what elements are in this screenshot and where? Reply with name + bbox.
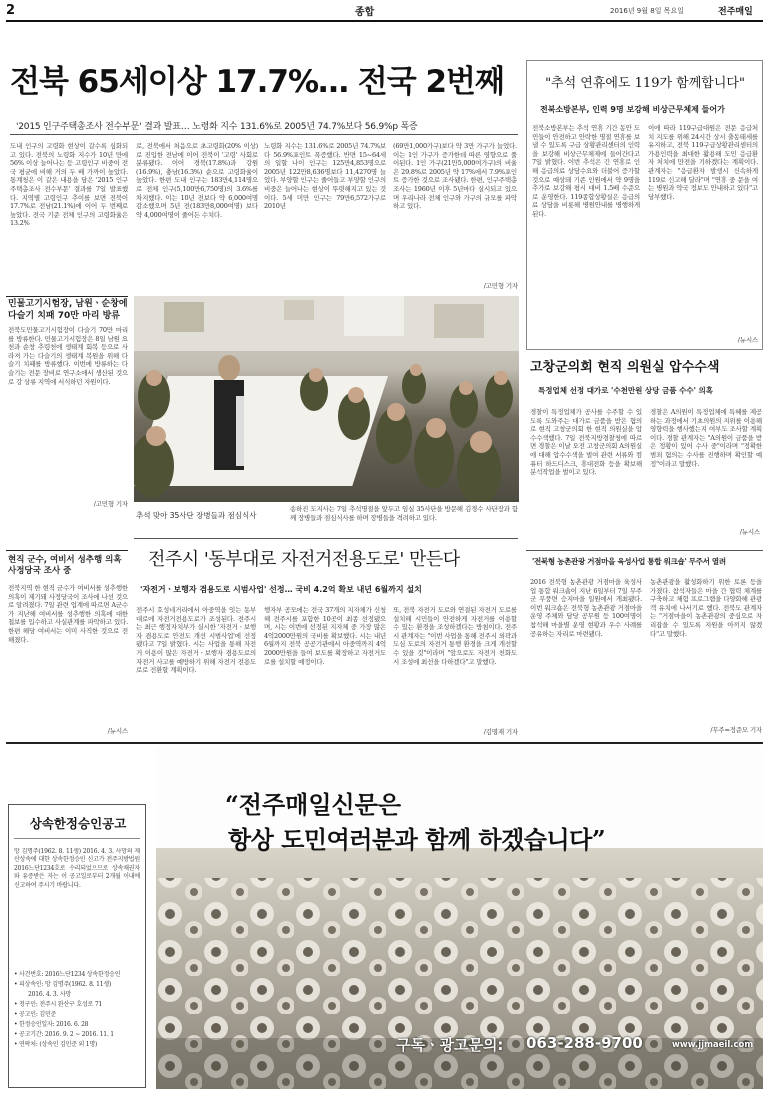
page-number: 2 — [6, 3, 16, 18]
header-rule — [6, 20, 763, 22]
ad-contact-label: 구독ㆍ광고문의: — [396, 1036, 504, 1054]
notice-title-rule — [14, 838, 140, 839]
notice-item: • 공고기간: 2016. 9. 2 ~ 2016. 11. 1 — [14, 1031, 114, 1038]
bike-col3: 또, 전북 자전거 도로와 연결된 자전거 도로를 설치해 시민들이 안전하게 자전거를 이용할 수 있는 환경을 조성하겠다는 방침이다. 전주시 관계자는 "이번 사업을 통해 전주시 외곽과 도심 도로의 자전거 통행 환경을 크게 개선할 수 있을 것"이라며 "앞으로도 자전거 친화도시 조성에 최선을 다하겠다"고 말했다. — [393, 606, 517, 666]
section-divider — [6, 742, 763, 744]
box-119-sub: 전북소방본부, 인력 9명 보강해 비상근무체제 들어가 — [540, 105, 725, 114]
leftcol-rule — [6, 550, 128, 551]
notice-item: • 청구인: 전주시 완산구 호성로 71 — [14, 1001, 103, 1008]
notice-item: • 한정승인일자: 2016. 6. 28 — [14, 1021, 89, 1028]
ad-line2: 항상 도민여러분과 함께 하겠습니다” — [228, 825, 606, 854]
bike-headline: 전주시 '동부대로 자전거전용도로' 만든다 — [148, 549, 460, 570]
market-rule — [6, 296, 128, 297]
lead-col4: (69만1,000가구)보다 약 3만 가구가 늘었다. 이는 1인 가구가 증가한데 따른 영향으로 풀이된다. 1인 가구(21만5,000여가구)의 비율은 29.8%로 2005년 약 17%에서 7.9%포인트 증가한 것으로 조사됐다. 한편, 인구주택총조사는 1960년 이후 5년마다 실시되고 있으며 우리나라 전체 인구와 가구의 규모를 파악하고 있다. — [393, 142, 517, 211]
village-rule — [526, 550, 763, 551]
market-text: 전북도민물고기시험장이 다슬기 70만 마리를 방류한다. 민물고기시험장은 8일 남원 요천과 순창 추령천에 생태계 회복 등으로 사라져 가는 다슬기의 생태계 복원을 위해 다슬기 치패를 방류했다. 이번에 방류하는 다슬기는 전문 장비로 연구소에서 생산된 것으로 강 상류 지역에 서식하던 자원이다. — [8, 326, 128, 386]
notice-item: • 공고인: 김민준 — [14, 1011, 57, 1018]
bike-col2: 행자부 공모에는 전국 37개의 지자체가 신청해 전주시를 포함한 10곳이 최종 선정됐으며, 시는 이번에 선정된 지자체 중 가장 많은 4억2000만원의 국비를 확보했다. 시는 내년 6월까지 전북 공공기관에서 아중역까지 4억2000만원을 들여 보도를 확장하고 자전거도로를 설치할 예정이다. — [264, 606, 386, 666]
bike-subhead: '자전거ㆍ보행자 겸용도로 시범사업' 선정… 국비 4.2억 확보 내년 6월까지 설치 — [140, 585, 422, 594]
ad-line1: “전주매일신문은 — [225, 790, 402, 819]
notice-title: 상속한정승인공고 — [29, 816, 127, 831]
notice-item: • 연락처: (상속인 김민준 외 1명) — [14, 1041, 98, 1048]
notice-item: 2016. 4. 3. 사망 — [28, 991, 72, 998]
bike-byline: /김명재 기자 — [483, 728, 518, 736]
village-byline: /무주=정준모 기자 — [710, 726, 762, 734]
lead-byline: /고민형 기자 — [483, 282, 518, 290]
box-119-title: "추석 연휴에도 119가 함께합니다" — [545, 76, 745, 91]
bike-rule — [134, 538, 518, 539]
gochang-title: 고창군의회 현직 의원실 압수수색 — [530, 360, 720, 375]
gochang-byline: /뉴시스 — [739, 528, 760, 536]
market-byline: /고민형 기자 — [93, 500, 128, 508]
section-label: 종합 — [355, 7, 375, 18]
photo-caption-text: 송하진 도지사는 7일 추석명절을 앞두고 임실 35사단을 방문해 김경수 사단장과 함께 장병들과 점심식사를 하며 장병들을 격려하고 있다. — [290, 505, 518, 522]
village-col2: 농촌관광을 활성화하기 위한 토론 등을 가졌다. 참석자들은 마을 간 협력 체계를 구축하고 체험 프로그램을 다양화해 관광객 유치에 나서기로 했다. 전북도 관계자는 "거점마을이 농촌관광의 중심으로 자리잡을 수 있도록 지원을 아끼지 않겠다"고 말했다. — [650, 578, 762, 638]
lead-col2: 로, 전북에서 처음으로 초고령화(20% 이상)로 진입한 전남에 이어 전북이 '고령' 사회로 분류됐다. 이어 경북(17.8%)과 강원(16.9%), 충남(16.3%) 순으로 고령화율이 높았다. 한편 도내 인구는 183만4,114명으로 전체 인구(5,100만6,750명)의 3.6%를 차지했다. 이는 10년 전보다 약 6,000여명 감소했으며 5년 전(183만8,000여명) 보다 약 4,000여명이 줄어든 수치다. — [136, 142, 258, 219]
lead-headline: 전북 65세이상 17.7%… 전국 2번째 — [10, 64, 504, 100]
market-title: 민물고기시험장, 남원ㆍ순창에 다슬기 치패 70만 마리 방류 — [8, 299, 128, 321]
ad-url: www.jjmaeil.com — [672, 1040, 754, 1050]
lead-subhead: '2015 인구주택총조사 전수부문' 결과 발표… 노령화 지수 131.6%로 2005년 74.7%보다 56.9%p 폭증 — [16, 122, 418, 132]
leftcol-byline: /뉴시스 — [107, 727, 128, 735]
bike-col1: 전주시 호성네거리에서 아중역을 잇는 동부대로에 자전거전용도로가 조성된다. 전주시는 최근 행정자치부가 실시한 '자전거ㆍ보행자 겸용도로 안전도 개선 시범사업'에 선정됐다고 7일 밝혔다. 시는 사업을 통해 자전거 이용이 많은 자전거ㆍ보행자 겸용도로의 자전거 사고를 예방하기 위해 자전거 전용도로로 전환할 계획이다. — [136, 606, 256, 675]
leftcol-text: 전북지역 한 현직 군수가 여비서를 성추행한 의혹이 제기돼 사정당국이 조사에 나선 것으로 알려졌다. 7일 관련 업계에 따르면 A군수가 지난해 여비서를 성추행한 의혹에 대한 첩보를 입수하고 사실관계를 파악하고 있다. 한편 해당 여비서는 이미 사직한 것으로 전해졌다. — [8, 584, 128, 644]
village-col1: 2016 전북형 농촌관광 거점마을 육성사업 통합 워크숍이 지난 6일부터 7일 무주군 무풍면 승지마을 일원에서 개최됐다. 이번 워크숍은 전북형 농촌관광 거점마을 운영 주체와 담당 공무원 등 100여명이 참석해 마을별 운영 현황과 우수 사례를 공유하는 자리로 마련됐다. — [530, 578, 642, 638]
notice-item: • 피상속인: 망 김명주(1962. 8. 11생) — [14, 981, 112, 988]
notice-item: • 사건번호: 2016느단1234 상속한정승인 — [14, 971, 121, 978]
notice-items — [14, 970, 142, 1050]
box-119-col1: 전북소방본부는 추석 연휴 기간 동안 도민들이 안전하고 안락한 명절 연휴를 보낼 수 있도록 구급 상황관리센터의 인력을 보강해 비상근무체제에 들어간다고 7일 밝혔다. 이번 추석은 긴 연휴로 인해 응급의료 상담수요와 더불어 증가할 것으로 예상돼 기존 인원에서 약 9명을 추가로 보강해 평시 대비 1.5배 수준으로 운영한다. 119종합상황실은 응급의료 상담을 비롯해 병원안내를 병행하게 된다. — [532, 124, 640, 218]
gochang-sub: 특정업체 선정 대가로 '수천만원 상당 금품 수수' 의혹 — [538, 386, 714, 395]
gochang-col2: 경찰은 A의원이 특정업체에 특혜를 제공하는 과정에서 기초의원의 지위를 이용해 영향력을 행사했는지 여부도 조사할 계획이다. 경찰 관계자는 "A의원이 금품을 받은 정황이 있어 수사 중"이라며 "정확한 범죄 혐의는 수사를 진행하며 확인할 예정"이라고 말했다. — [650, 408, 762, 468]
leftcol-title: 현직 군수, 여비서 성추행 의혹 사정당국 조사 중 — [8, 555, 122, 576]
lead-col1: 도내 인구의 고령화 현상이 갈수록 심화되고 있다. 전북의 노령화 지수가 10년 만에 56% 이상 늘어나는 등 고령인구 비중이 전국 평균에 비해 거의 두 배 가까이 높았다. 통계청은 이 같은 내용을 담은 '2015 인구주택총조사 전수부문' 결과를 7일 발표했다. 지역별 고령인구 추이를 보면 전북이 17.7%로 전남(21.1%)에 이어 두 번째로 높았다. 전국 기준 전체 인구의 고령화율은 13.2% — [10, 142, 128, 228]
gochang-col1: 경찰이 특정업체가 공사를 수주할 수 있도록 도와주는 대가로 금품을 받은 혐의로 현직 고창군의회 한 현직 의원실을 압수수색했다. 7일 전북지방경찰청에 따르면 경찰은 이날 오전 고창군의회 A의원실에 대해 압수수색을 벌여 관련 서류와 컴퓨터 하드디스크, 휴대전화 등을 확보해 분석작업을 벌이고 있다. — [530, 408, 642, 477]
news-photo — [134, 296, 519, 502]
photo-caption-title: 추석 맞아 35사단 장병들과 점심식사 — [136, 511, 257, 520]
notice-text: 망 김명주(1962. 8. 11생) 2016. 4. 3. 사망의 재산상속에 대한 상속한정승인 신고가 전주지방법원 2016느단1234호로 수리되었으므로 상속채권자와 유증받은 자는 이 공고일로부터 2개월 이내에 신고하여 주시기 바랍니다. — [14, 848, 140, 889]
paper-name: 전주매일 — [718, 7, 753, 17]
lead-rule — [10, 134, 518, 135]
box-119-col2: 이에 따라 119구급대원은 전문 응급처치 지도를 위해 24시간 상시 출동태세를 유지하고, 전북 119구급상황관리센터의 가용인력을 최대한 활용해 도민 응급환자 처치에 만전을 기하겠다는 계획이다. 관계자는 "응급환자 발생시 신속하게 119로 신고해 달라"며 "연휴 중 문을 여는 병원과 약국 정보도 안내하고 있다"고 당부했다. — [648, 124, 758, 201]
box-119-byline: /뉴시스 — [737, 336, 758, 344]
lead-col3: 노령화 지수는 131.6%로 2005년 74.7%보다 56.9%포인트 폭증했다. 반면 15~64세의 일할 나이 인구는 125만4,853명으로 2005년 122만8,636명보다 11,4270명 늘었다. 부양할 인구는 줄어들고 부양할 인구의 비중은 늘어나는 현상이 뚜렷해지고 있는 것이다. 5세 미만 인구는 79만6,572가구로 2010년 — [264, 142, 386, 211]
village-title: '전북형 농촌관광 거점마을 육성사업 통합 워크숍' 무주서 열려 — [532, 557, 726, 566]
issue-date: 2016년 9월 8일 목요일 — [610, 7, 684, 15]
ad-phone: 063-288-9700 — [526, 1034, 643, 1052]
